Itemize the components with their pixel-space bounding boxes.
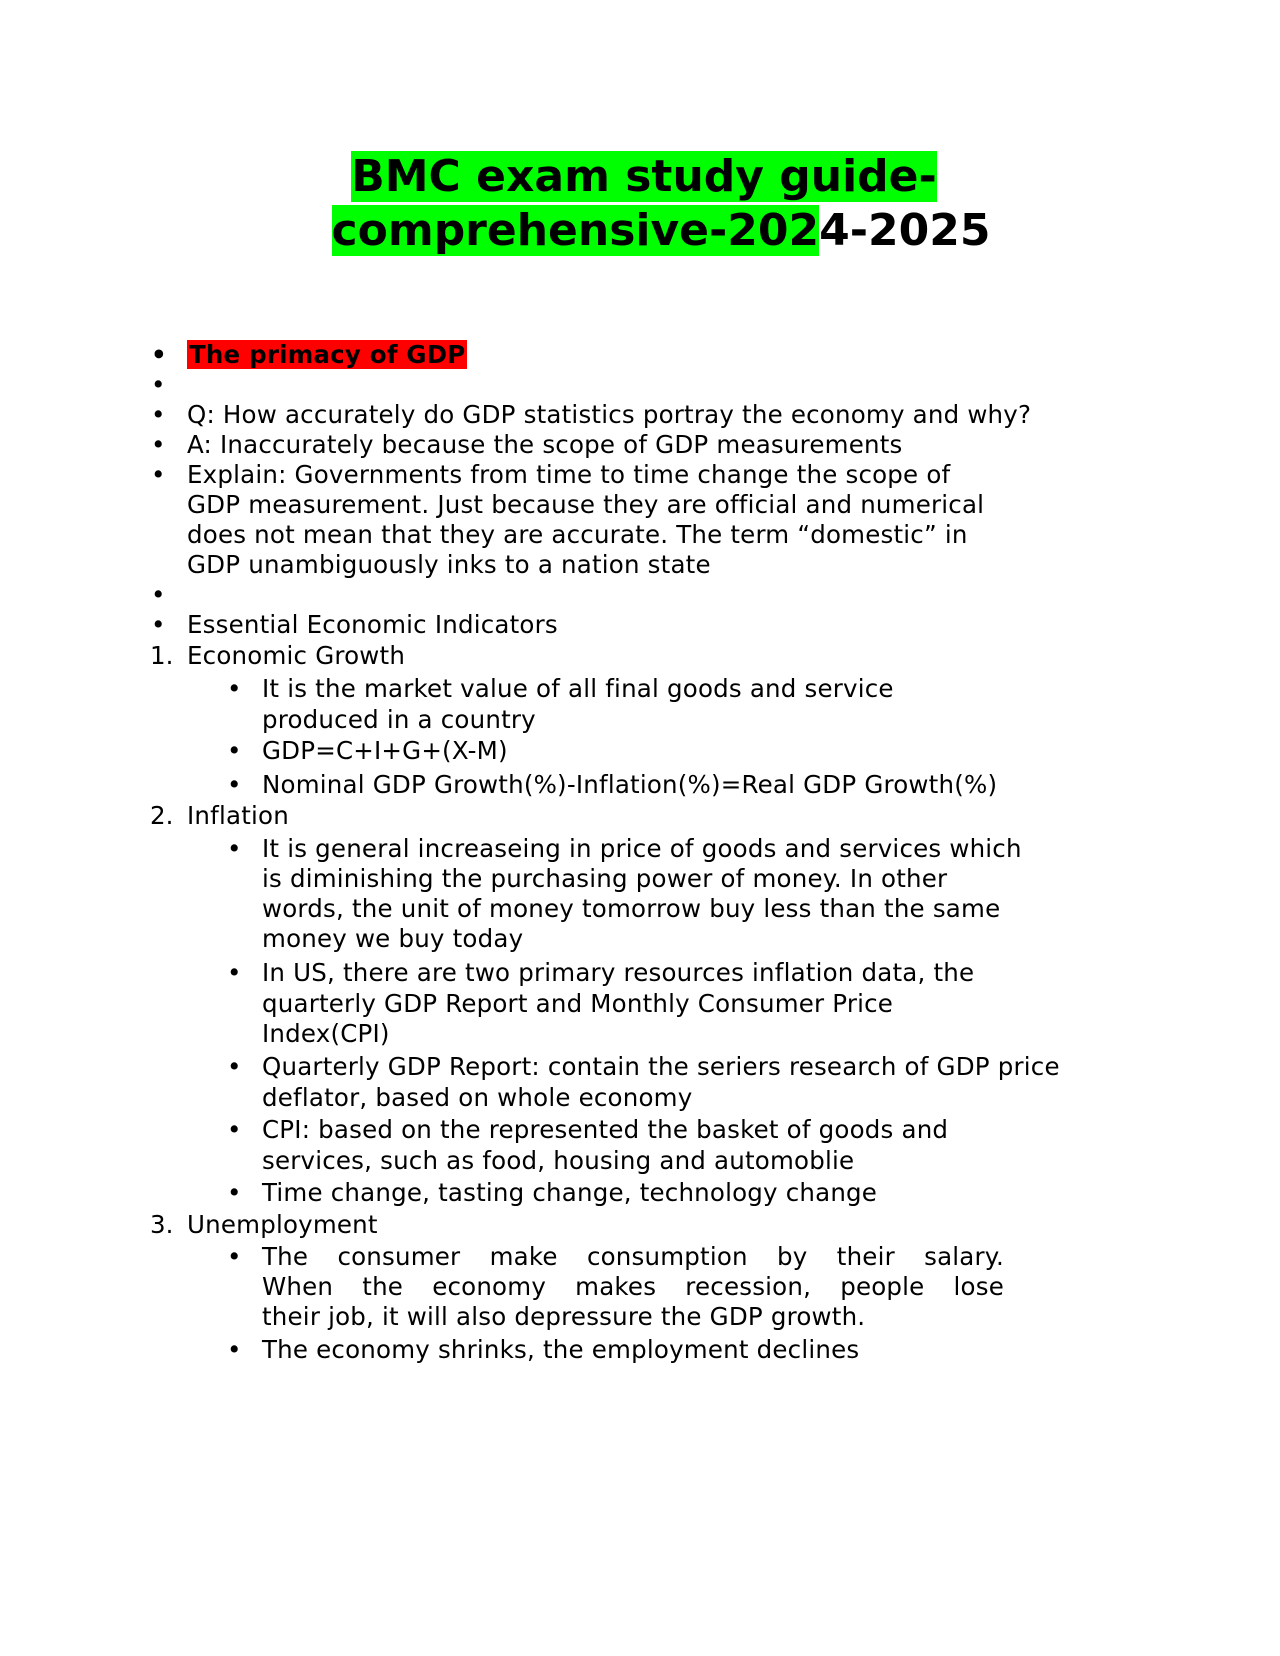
- explain-line-2: GDP measurement. Just because they are official and numerical: [187, 490, 985, 519]
- empty-bullet: •: [151, 580, 166, 609]
- inflation-label: Inflation: [187, 801, 289, 830]
- unemployment-item-1-line-1-text: The consumer make consumption by their salary.: [262, 1242, 1004, 1271]
- bullet-marker: •: [227, 958, 242, 987]
- bullet-marker: •: [227, 674, 242, 703]
- inflation-item-5: Time change, tasting change, technology change: [262, 1178, 878, 1207]
- indicators-heading: Essential Economic Indicators: [187, 610, 558, 639]
- growth-item-1-line-2: produced in a country: [262, 705, 536, 734]
- section-heading-gdp: [187, 340, 467, 370]
- inflation-item-3-line-1: Quarterly GDP Report: contain the seriers research of GDP price: [262, 1052, 1060, 1081]
- bullet-marker: •: [151, 400, 166, 429]
- bullet-marker: •: [151, 340, 167, 369]
- bullet-marker: •: [227, 770, 242, 799]
- unemployment-item-1-line-2: [262, 1272, 1004, 1302]
- bullet-marker: •: [227, 1335, 242, 1364]
- inflation-item-1-line-1: It is general increaseing in price of goods and services which: [262, 834, 1022, 863]
- unemployment-item-1-line-1: [262, 1242, 1004, 1272]
- inflation-item-1-line-2: is diminishing the purchasing power of money. In other: [262, 864, 948, 893]
- explain-line-3: does not mean that they are accurate. The term “domestic” in: [187, 520, 968, 549]
- list-number-3: 3.: [150, 1210, 174, 1239]
- bullet-marker: •: [227, 1242, 242, 1271]
- inflation-item-1-line-4: money we buy today: [262, 924, 524, 953]
- economic-growth-label: Economic Growth: [187, 641, 406, 670]
- bullet-marker: •: [227, 736, 242, 765]
- question-text: Q: How accurately do GDP statistics portray the economy and why?: [187, 400, 1032, 429]
- title-line-2-rest: 4-2025: [819, 205, 991, 256]
- bullet-marker: •: [227, 834, 242, 863]
- inflation-item-2-line-1: In US, there are two primary resources inflation data, the: [262, 958, 975, 987]
- heading-primacy-of-gdp: The primacy of GDP: [189, 340, 466, 369]
- unemployment-item-1-line-2-text: When the economy makes recession, people lose: [262, 1272, 1004, 1301]
- inflation-item-4-line-2: services, such as food, housing and automoblie: [262, 1146, 855, 1175]
- explain-line-4: GDP unambiguously inks to a nation state: [187, 550, 711, 579]
- empty-bullet: •: [151, 370, 166, 399]
- growth-item-3: Nominal GDP Growth(%)-Inflation(%)=Real GDP Growth(%): [262, 770, 998, 799]
- inflation-item-2-line-3: Index(CPI): [262, 1019, 390, 1048]
- inflation-item-1-line-3: words, the unit of money tomorrow buy less than the same: [262, 894, 1001, 923]
- list-number-2: 2.: [150, 801, 174, 830]
- explain-line-1: Explain: Governments from time to time change the scope of: [187, 460, 951, 489]
- bullet-marker: •: [227, 1178, 242, 1207]
- list-number-1: 1.: [150, 641, 174, 670]
- growth-item-2: GDP=C+I+G+(X-M): [262, 736, 508, 765]
- growth-item-1-line-1: It is the market value of all final goods and service: [262, 674, 894, 703]
- inflation-item-3-line-2: deflator, based on whole economy: [262, 1083, 693, 1112]
- bullet-marker: •: [151, 430, 166, 459]
- bullet-marker: •: [151, 610, 166, 639]
- bullet-marker: •: [151, 460, 166, 489]
- bullet-marker: •: [227, 1052, 242, 1081]
- title-line-1: BMC exam study guide-: [351, 151, 937, 202]
- answer-text: A: Inaccurately because the scope of GDP measurements: [187, 430, 903, 459]
- title-line-2-highlighted: comprehensive-202: [331, 205, 820, 256]
- unemployment-item-1-line-3: their job, it will also depressure the GDP growth.: [262, 1302, 866, 1331]
- inflation-item-2-line-2: quarterly GDP Report and Monthly Consumer Price: [262, 989, 894, 1018]
- bullet-marker: •: [227, 1115, 242, 1144]
- document-title: [0, 150, 1280, 258]
- unemployment-label: Unemployment: [187, 1210, 378, 1239]
- unemployment-item-2: The economy shrinks, the employment declines: [262, 1335, 860, 1364]
- inflation-item-4-line-1: CPI: based on the represented the basket of goods and: [262, 1115, 949, 1144]
